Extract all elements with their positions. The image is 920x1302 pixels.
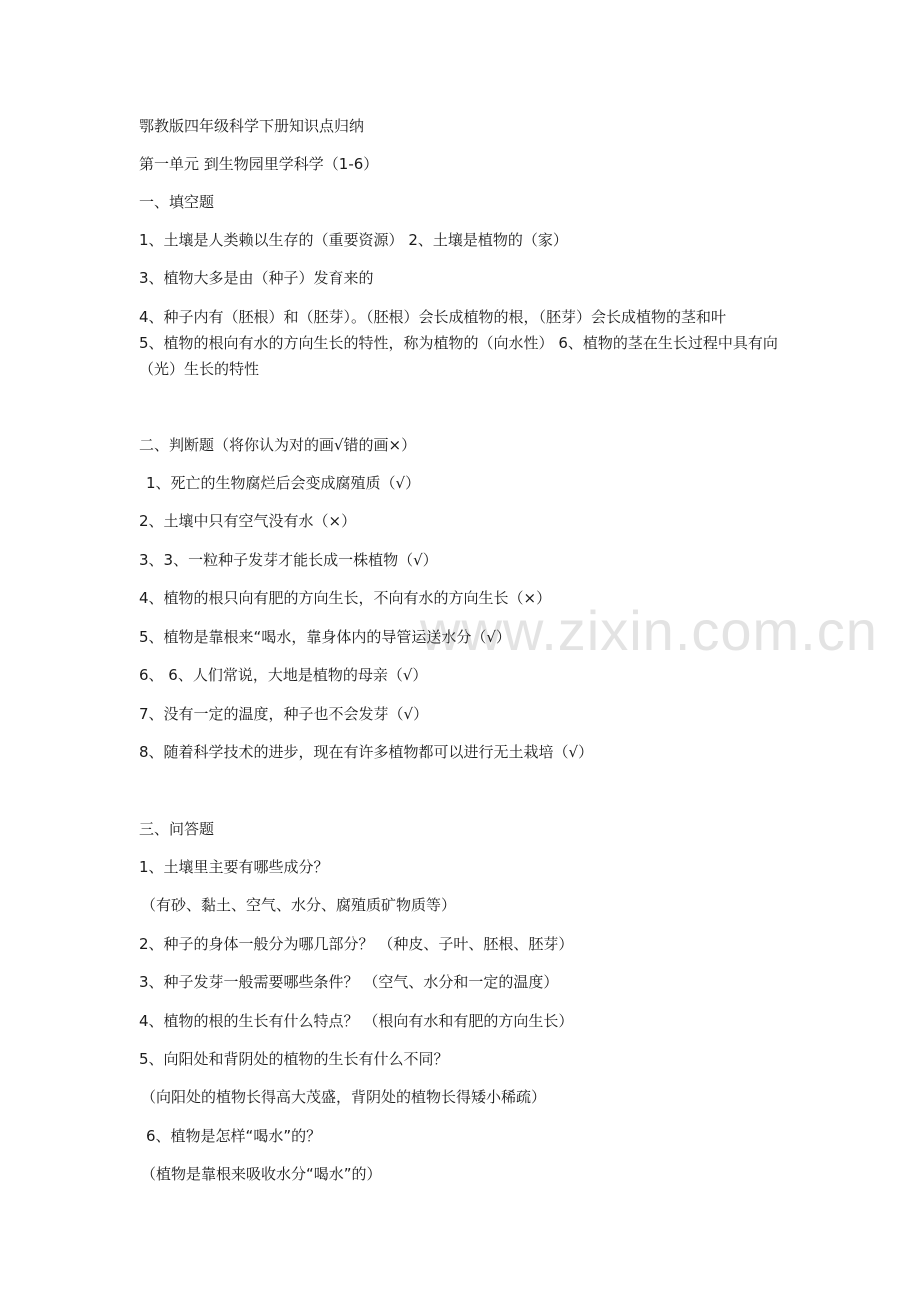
- true-false-item: 8、随着科学技术的进步，现在有许多植物都可以进行无土栽培（√）: [139, 743, 594, 761]
- qa-answer: （向阳处的植物长得高大茂盛，背阴处的植物长得矮小稀疏）: [141, 1088, 547, 1106]
- section-heading-qa: 三、问答题: [139, 820, 215, 838]
- document-title: 鄂教版四年级科学下册知识点归纳: [139, 117, 365, 135]
- qa-question: 5、向阳处和背阴处的植物的生长有什么不同？: [139, 1050, 449, 1068]
- true-false-item: 4、植物的根只向有肥的方向生长，不向有水的方向生长（×）: [139, 589, 552, 607]
- qa-answer: （有砂、黏土、空气、水分、腐殖质矿物质等）: [141, 896, 457, 914]
- true-false-item: 2、土壤中只有空气没有水（×）: [139, 512, 357, 530]
- fill-blank-item: 3、植物大多是由（种子）发育来的: [139, 269, 374, 287]
- qa-question: 4、植物的根的生长有什么特点？ （根向有水和有肥的方向生长）: [139, 1012, 574, 1030]
- true-false-item: 7、没有一定的温度，种子也不会发芽（√）: [139, 705, 429, 723]
- true-false-item: 3、3、一粒种子发芽才能长成一株植物（√）: [139, 551, 438, 569]
- qa-question: 6、植物是怎样“喝水”的？: [146, 1127, 322, 1145]
- qa-question: 1、土壤里主要有哪些成分？: [139, 858, 329, 876]
- qa-answer: （植物是靠根来吸收水分“喝水”的）: [141, 1165, 382, 1183]
- true-false-item: 6、 6、人们常说，大地是植物的母亲（√）: [139, 666, 428, 684]
- fill-blank-item: 5、植物的根向有水的方向生长的特性，称为植物的（向水性） 6、植物的茎在生长过程中具有向（光）生长的特性: [139, 334, 778, 378]
- section-heading-fill-blank: 一、填空题: [139, 193, 215, 211]
- fill-blank-item: 1、土壤是人类赖以生存的（重要资源） 2、土壤是植物的（家）: [139, 231, 568, 249]
- watermark: www.zixin.com.cn: [420, 599, 878, 662]
- unit-heading: 第一单元 到生物园里学科学（1-6）: [139, 155, 379, 173]
- true-false-item: 5、植物是靠根来“喝水，靠身体内的导管运送水分（√）: [139, 628, 511, 646]
- true-false-item: 1、死亡的生物腐烂后会变成腐殖质（√）: [146, 474, 421, 492]
- fill-blank-item: 4、种子内有（胚根）和（胚芽）。（胚根）会长成植物的根，（胚芽）会长成植物的茎和叶: [139, 308, 727, 326]
- qa-question: 2、种子的身体一般分为哪几部分？ （种皮、子叶、胚根、胚芽）: [139, 935, 574, 953]
- section-heading-true-false: 二、判断题（将你认为对的画√错的画×）: [139, 436, 417, 454]
- qa-question: 3、种子发芽一般需要哪些条件？ （空气、水分和一定的温度）: [139, 973, 559, 991]
